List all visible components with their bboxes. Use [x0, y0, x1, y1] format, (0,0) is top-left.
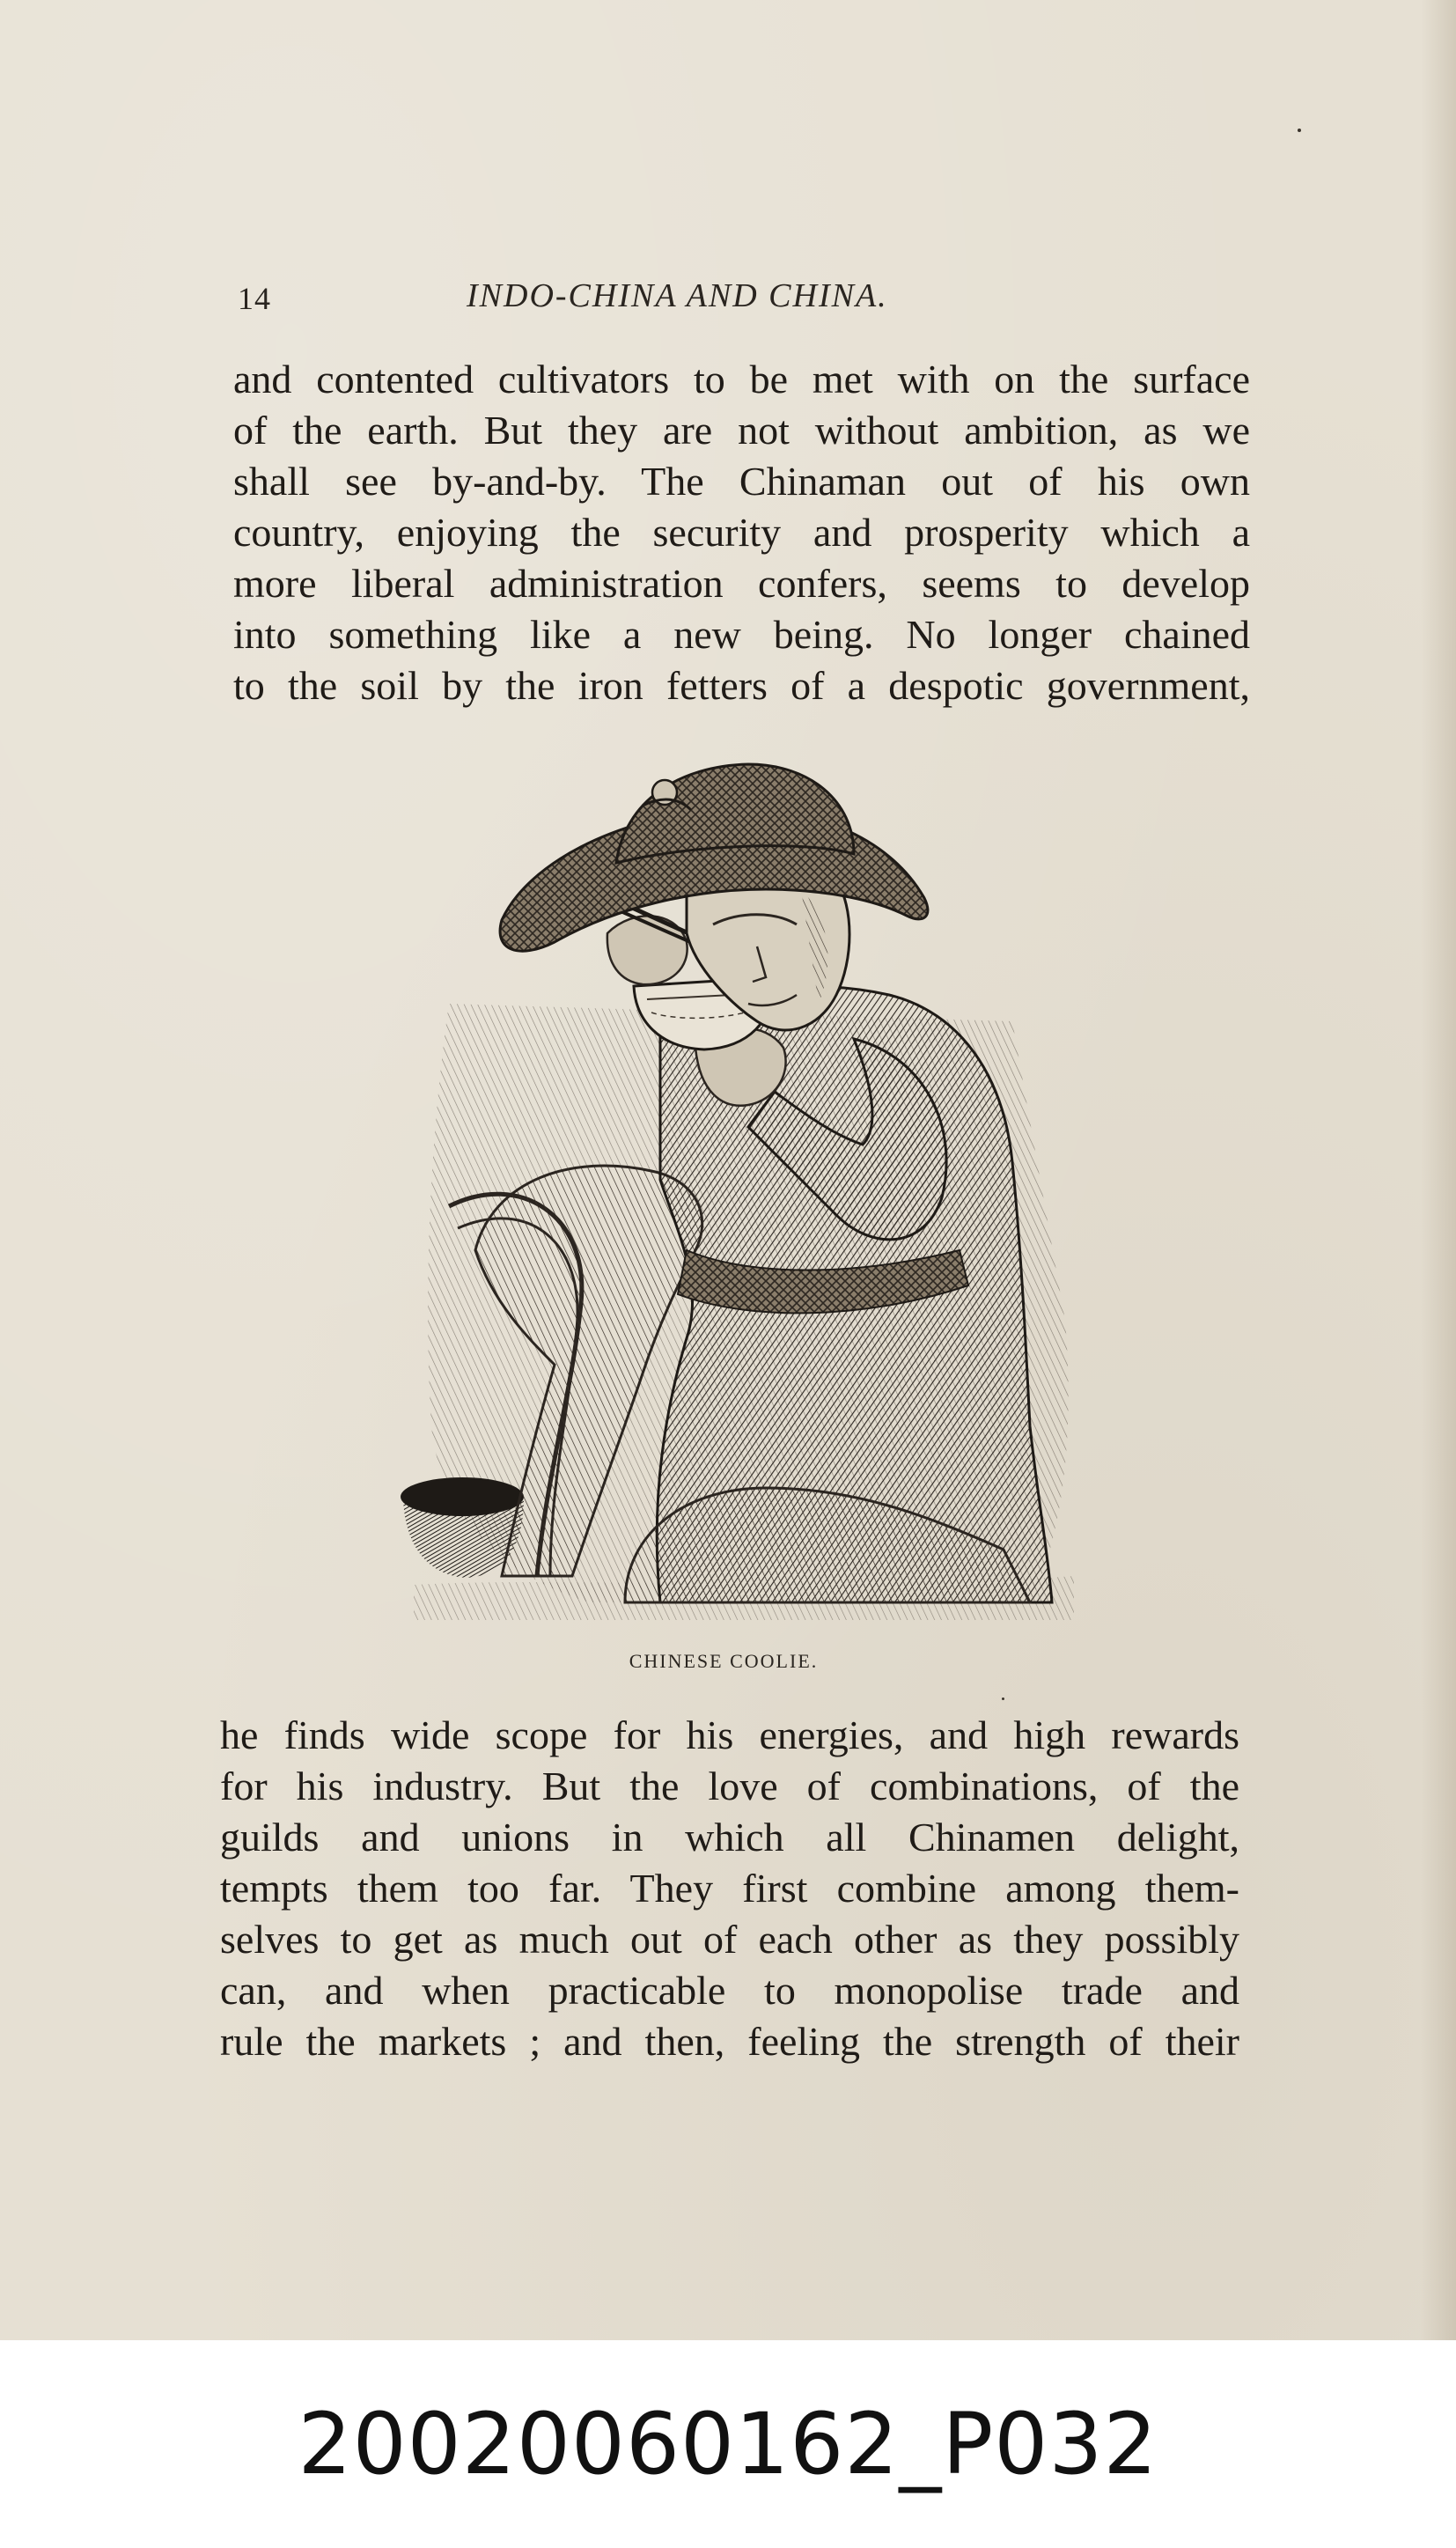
page-number: 14	[238, 281, 271, 316]
text-line: guilds and unions in which all Chinamen delight,	[220, 1815, 1239, 1859]
illustration-caption	[0, 1650, 1456, 1673]
archive-footer	[0, 2340, 1456, 2548]
text-line: tempts them too far. They first combine among them-	[220, 1866, 1239, 1911]
text-line: of the earth. But they are not without ambition, as we	[233, 408, 1250, 453]
paper-speck	[1298, 129, 1301, 132]
text-line: into something like a new being. No longer chained	[233, 612, 1250, 657]
top-paragraph	[233, 354, 1250, 711]
paper-speck	[1002, 1697, 1004, 1700]
text-line: he finds wide scope for his energies, and high rewards	[220, 1712, 1239, 1757]
archive-id-label: 20020060162_P032	[298, 2395, 1158, 2493]
page-edge-shadow	[1421, 0, 1456, 2340]
text-line: more liberal administration confers, seems to develop	[233, 561, 1250, 606]
bottom-paragraph	[220, 1710, 1239, 2067]
page-header	[238, 273, 1250, 326]
caption-text: CHINESE COOLIE.	[629, 1650, 819, 1672]
running-title: INDO-CHINA AND CHINA.	[467, 277, 888, 314]
text-line: for his industry. But the love of combinations, of the	[220, 1764, 1239, 1808]
text-line: to the soil by the iron fetters of a despotic government,	[233, 663, 1250, 708]
chinese-coolie-engraving	[396, 757, 1083, 1620]
text-line: and contented cultivators to be met with on the surface	[233, 357, 1250, 401]
text-line: country, enjoying the security and prosperity which a	[233, 510, 1250, 555]
text-line: selves to get as much out of each other as they possibly	[220, 1917, 1239, 1962]
text-line: rule the markets ; and then, feeling the strength of their	[220, 2019, 1239, 2064]
text-line: shall see by-and-by. The Chinaman out of his own	[233, 459, 1250, 504]
text-line: can, and when practicable to monopolise trade and	[220, 1968, 1239, 2013]
